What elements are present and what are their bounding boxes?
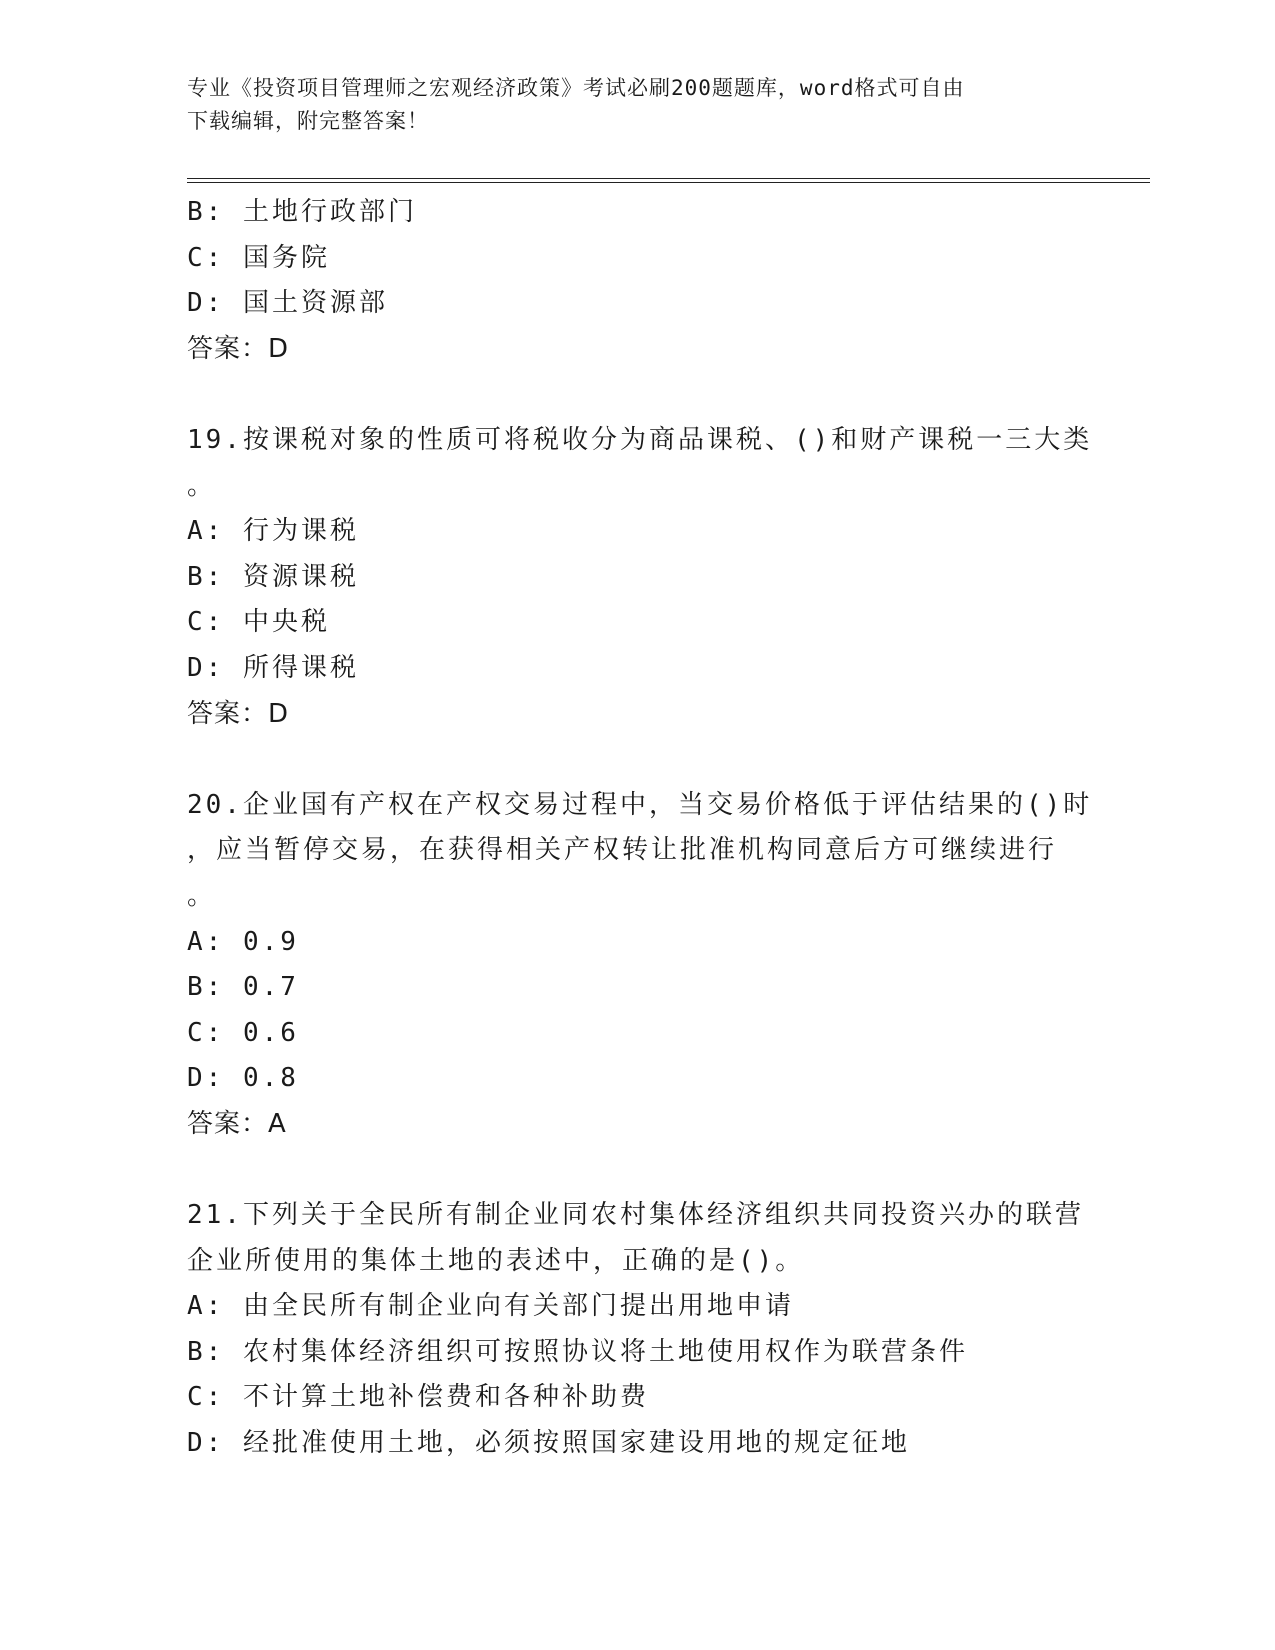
header-divider-bottom	[187, 182, 1150, 183]
option-d: D: 0.8	[187, 1063, 299, 1094]
question-stem-line: 。	[187, 470, 217, 501]
document-header	[187, 72, 1067, 138]
option-b: B: 资源课税	[187, 561, 359, 592]
answer-line: 答案：D	[187, 698, 290, 729]
question-stem-line: 21.下列关于全民所有制企业同农村集体经济组织共同投资兴办的联营	[187, 1200, 1084, 1231]
option-b: B: 农村集体经济组织可按照协议将土地使用权作为联营条件	[187, 1336, 968, 1367]
option-c: C: 0.6	[187, 1017, 299, 1048]
question-stem-line: 企业所使用的集体土地的表述中，正确的是()。	[187, 1245, 805, 1276]
option-a: A: 0.9	[187, 926, 299, 957]
question-list	[187, 190, 1093, 1467]
header-line-1: 专业《投资项目管理师之宏观经济政策》考试必刷200题题库，word格式可自由	[187, 76, 965, 100]
option-a: A: 由全民所有制企业向有关部门提出用地申请	[187, 1291, 794, 1322]
option-c: C: 国务院	[187, 242, 330, 273]
option-d: D: 经批准使用土地，必须按照国家建设用地的规定征地	[187, 1428, 910, 1459]
header-divider-top	[187, 178, 1150, 179]
option-b: B: 0.7	[187, 972, 299, 1003]
question-stem-line: 。	[187, 880, 217, 911]
question-18-tail	[187, 190, 1087, 372]
option-d: D: 国土资源部	[187, 288, 388, 319]
answer-line: 答案：D	[187, 333, 290, 364]
option-b: B: 土地行政部门	[187, 197, 417, 227]
question-stem-line: 20.企业国有产权在产权交易过程中，当交易价格低于评估结果的()时	[187, 789, 1093, 820]
spacer	[187, 737, 1087, 783]
option-c: C: 不计算土地补偿费和各种补助费	[187, 1382, 649, 1413]
question-stem-line: ，应当暂停交易，在获得相关产权转让批准机构同意后方可继续进行	[187, 835, 1058, 866]
question-21	[187, 1193, 1087, 1467]
question-stem-line: 19.按课税对象的性质可将税收分为商品课税、()和财产课税一三大类	[187, 424, 1093, 455]
option-a: A: 行为课税	[187, 516, 359, 547]
answer-line: 答案：A	[187, 1108, 287, 1139]
option-d: D: 所得课税	[187, 652, 359, 683]
spacer	[187, 372, 1087, 418]
header-line-2: 下载编辑，附完整答案！	[187, 109, 429, 133]
option-c: C: 中央税	[187, 607, 330, 638]
question-19	[187, 418, 1093, 737]
spacer	[187, 1147, 1087, 1193]
question-20	[187, 783, 1093, 1148]
